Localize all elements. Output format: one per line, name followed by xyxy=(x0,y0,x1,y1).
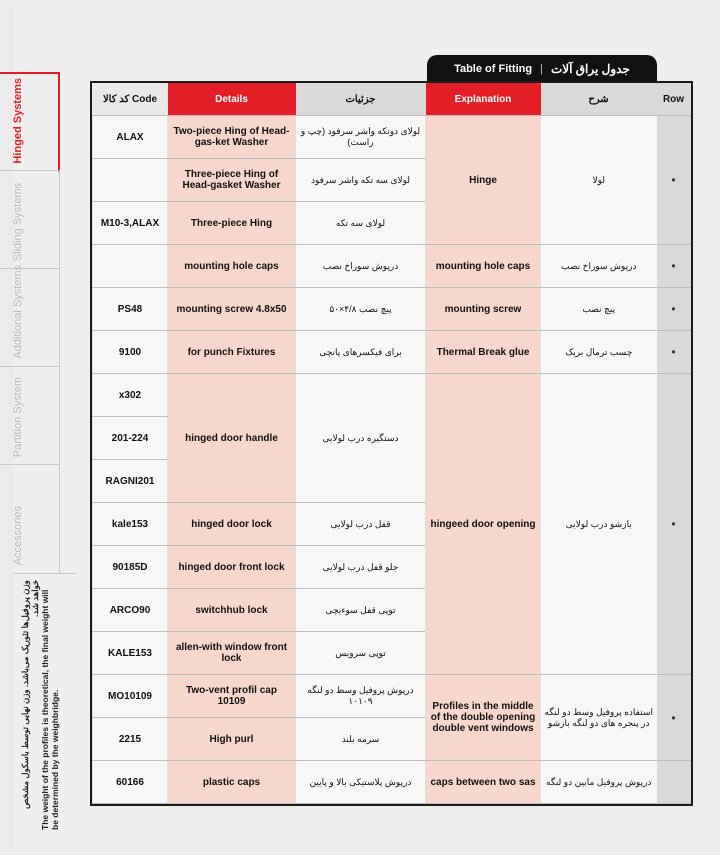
cell-details-fa: توپی قفل سوءیچی xyxy=(296,589,426,632)
side-tab-hinged-systems[interactable] xyxy=(0,72,60,172)
cell-details-fa: درپوش پروفیل وسط دو لنگه ۱۰۱۰۹ xyxy=(296,675,426,718)
table-row xyxy=(93,245,691,288)
header-details-fa: جزئیات xyxy=(296,83,426,116)
cell-row-marker: • xyxy=(657,245,691,288)
cell-details-fa: برای فیکسرهای پانچی xyxy=(296,331,426,374)
cell-code: kale153 xyxy=(93,503,168,546)
cell-row-marker: • xyxy=(657,116,691,245)
cell-code: M10-3,ALAX xyxy=(93,202,168,245)
cell-details: allen-with window front lock xyxy=(168,632,296,675)
cell-row-marker: • xyxy=(657,288,691,331)
table-row xyxy=(93,675,691,718)
side-tab-divider xyxy=(59,465,60,573)
header-row: Row xyxy=(657,83,691,116)
side-tab-divider xyxy=(59,171,60,269)
cell-explanation: caps between two sas xyxy=(426,761,541,804)
weight-note xyxy=(14,573,76,834)
cell-details-fa: درپوش پلاستیکی بالا و پایین xyxy=(296,761,426,804)
cell-code xyxy=(93,159,168,202)
cell-explanation: hingeed door opening xyxy=(426,374,541,675)
header-sharh: شرح xyxy=(541,83,657,116)
cell-details-fa: دستگیره درب لولایی xyxy=(296,374,426,503)
side-tab-label: Sliding Systems xyxy=(12,182,24,261)
side-tab-partition-system[interactable] xyxy=(0,366,60,465)
cell-sharh: بازشو درب لولایی xyxy=(541,374,657,675)
cell-explanation: Profiles in the middle of the double opening double vent windows xyxy=(426,675,541,761)
cell-details: mounting hole caps xyxy=(168,245,296,288)
side-tab-divider xyxy=(59,269,60,367)
cell-details-fa: لولای سه تکه واشر سرفود xyxy=(296,159,426,202)
side-tab-sliding-systems[interactable] xyxy=(0,170,60,269)
cell-code: 2215 xyxy=(93,718,168,761)
cell-code: ARCO90 xyxy=(93,589,168,632)
cell-details: Two-piece Hing of Head-gas-ket Washer xyxy=(168,116,296,159)
weight-note-en: The weight of the profiles is theoretical, the final weight will be determined by the weighbridge. xyxy=(40,589,60,830)
weight-note-text xyxy=(20,580,60,830)
cell-details: hinged door handle xyxy=(168,374,296,503)
fitting-table xyxy=(92,83,691,804)
side-tab-label: Partition System xyxy=(12,376,24,457)
side-tab-label: Additional Systems xyxy=(12,265,24,359)
header-details: Details xyxy=(168,83,296,116)
cell-row-marker: • xyxy=(657,331,691,374)
table-title-separator: | xyxy=(540,62,543,75)
cell-details-fa: سرمه بلند xyxy=(296,718,426,761)
table-body xyxy=(93,116,691,804)
side-tab-additional-systems[interactable] xyxy=(0,265,60,367)
table-row xyxy=(93,288,691,331)
cell-details-fa: جلو قفل درب لولایی xyxy=(296,546,426,589)
cell-details-fa: پیچ نصب ۴/۸×۵۰ xyxy=(296,288,426,331)
cell-sharh: پیچ نصب xyxy=(541,288,657,331)
table-row xyxy=(93,761,691,804)
cell-code: ALAX xyxy=(93,116,168,159)
table-title-fa: جدول یراق آلات xyxy=(550,61,630,76)
table-title-tab xyxy=(427,55,657,82)
side-tab-label: Hinged Systems xyxy=(12,78,24,164)
cell-sharh: چسب ترمال بریک xyxy=(541,331,657,374)
cell-details-fa: توپی سرویس xyxy=(296,632,426,675)
table-title-en: Table of Fitting xyxy=(454,62,533,75)
header-explanation: Explanation xyxy=(426,83,541,116)
cell-code: PS48 xyxy=(93,288,168,331)
cell-details: hinged door front lock xyxy=(168,546,296,589)
cell-row-marker: • xyxy=(657,675,691,761)
cell-code: 90185D xyxy=(93,546,168,589)
cell-code: RAGNI201 xyxy=(93,460,168,503)
side-tab-divider xyxy=(58,74,60,172)
cell-row-marker: • xyxy=(657,374,691,675)
header-code: کد کالا Code xyxy=(93,83,168,116)
cell-explanation: mounting screw xyxy=(426,288,541,331)
cell-sharh: استفاده پروفیل وسط دو لنگه در پنجره های دو لنگه بازشو xyxy=(541,675,657,761)
cell-code: MO10109 xyxy=(93,675,168,718)
cell-sharh: درپوش سوراخ نصب xyxy=(541,245,657,288)
cell-code: KALE153 xyxy=(93,632,168,675)
table-row xyxy=(93,331,691,374)
cell-details: switchhub lock xyxy=(168,589,296,632)
table-header-row xyxy=(93,83,691,116)
cell-explanation: Hinge xyxy=(426,116,541,245)
cell-details: hinged door lock xyxy=(168,503,296,546)
cell-details-fa: درپوش سوراخ نصب xyxy=(296,245,426,288)
cell-code: x302 xyxy=(93,374,168,417)
cell-details: High purl xyxy=(168,718,296,761)
weight-note-fa: وزن پروفیل‌ها تئوریک می‌باشد. وزن نهایی توسط باسکول مشخص خواهد شد. xyxy=(20,580,40,809)
cell-details: Three-piece Hing xyxy=(168,202,296,245)
side-tab-accessories[interactable] xyxy=(0,464,60,573)
cell-code: 9100 xyxy=(93,331,168,374)
cell-details: for punch Fixtures xyxy=(168,331,296,374)
side-tab-label: Accessories xyxy=(12,505,24,565)
cell-sharh: درپوش پروفیل مابین دو لنگه xyxy=(541,761,657,804)
cell-sharh: لولا xyxy=(541,116,657,245)
cell-explanation: mounting hole caps xyxy=(426,245,541,288)
cell-details: Two-vent profil cap 10109 xyxy=(168,675,296,718)
cell-code xyxy=(93,245,168,288)
cell-details: plastic caps xyxy=(168,761,296,804)
cell-details: Three-piece Hing of Head-gasket Washer xyxy=(168,159,296,202)
table-row xyxy=(93,374,691,417)
side-tab-divider xyxy=(59,367,60,465)
cell-details-fa: لولای دوتکه واشر سرفود (چپ و راست) xyxy=(296,116,426,159)
cell-code: 60166 xyxy=(93,761,168,804)
table-row xyxy=(93,116,691,159)
cell-row-marker xyxy=(657,761,691,804)
cell-code: 201-224 xyxy=(93,417,168,460)
cell-details: mounting screw 4.8x50 xyxy=(168,288,296,331)
cell-details-fa: لولای سه تکه xyxy=(296,202,426,245)
cell-details-fa: قفل درب لولایی xyxy=(296,503,426,546)
cell-explanation: Thermal Break glue xyxy=(426,331,541,374)
